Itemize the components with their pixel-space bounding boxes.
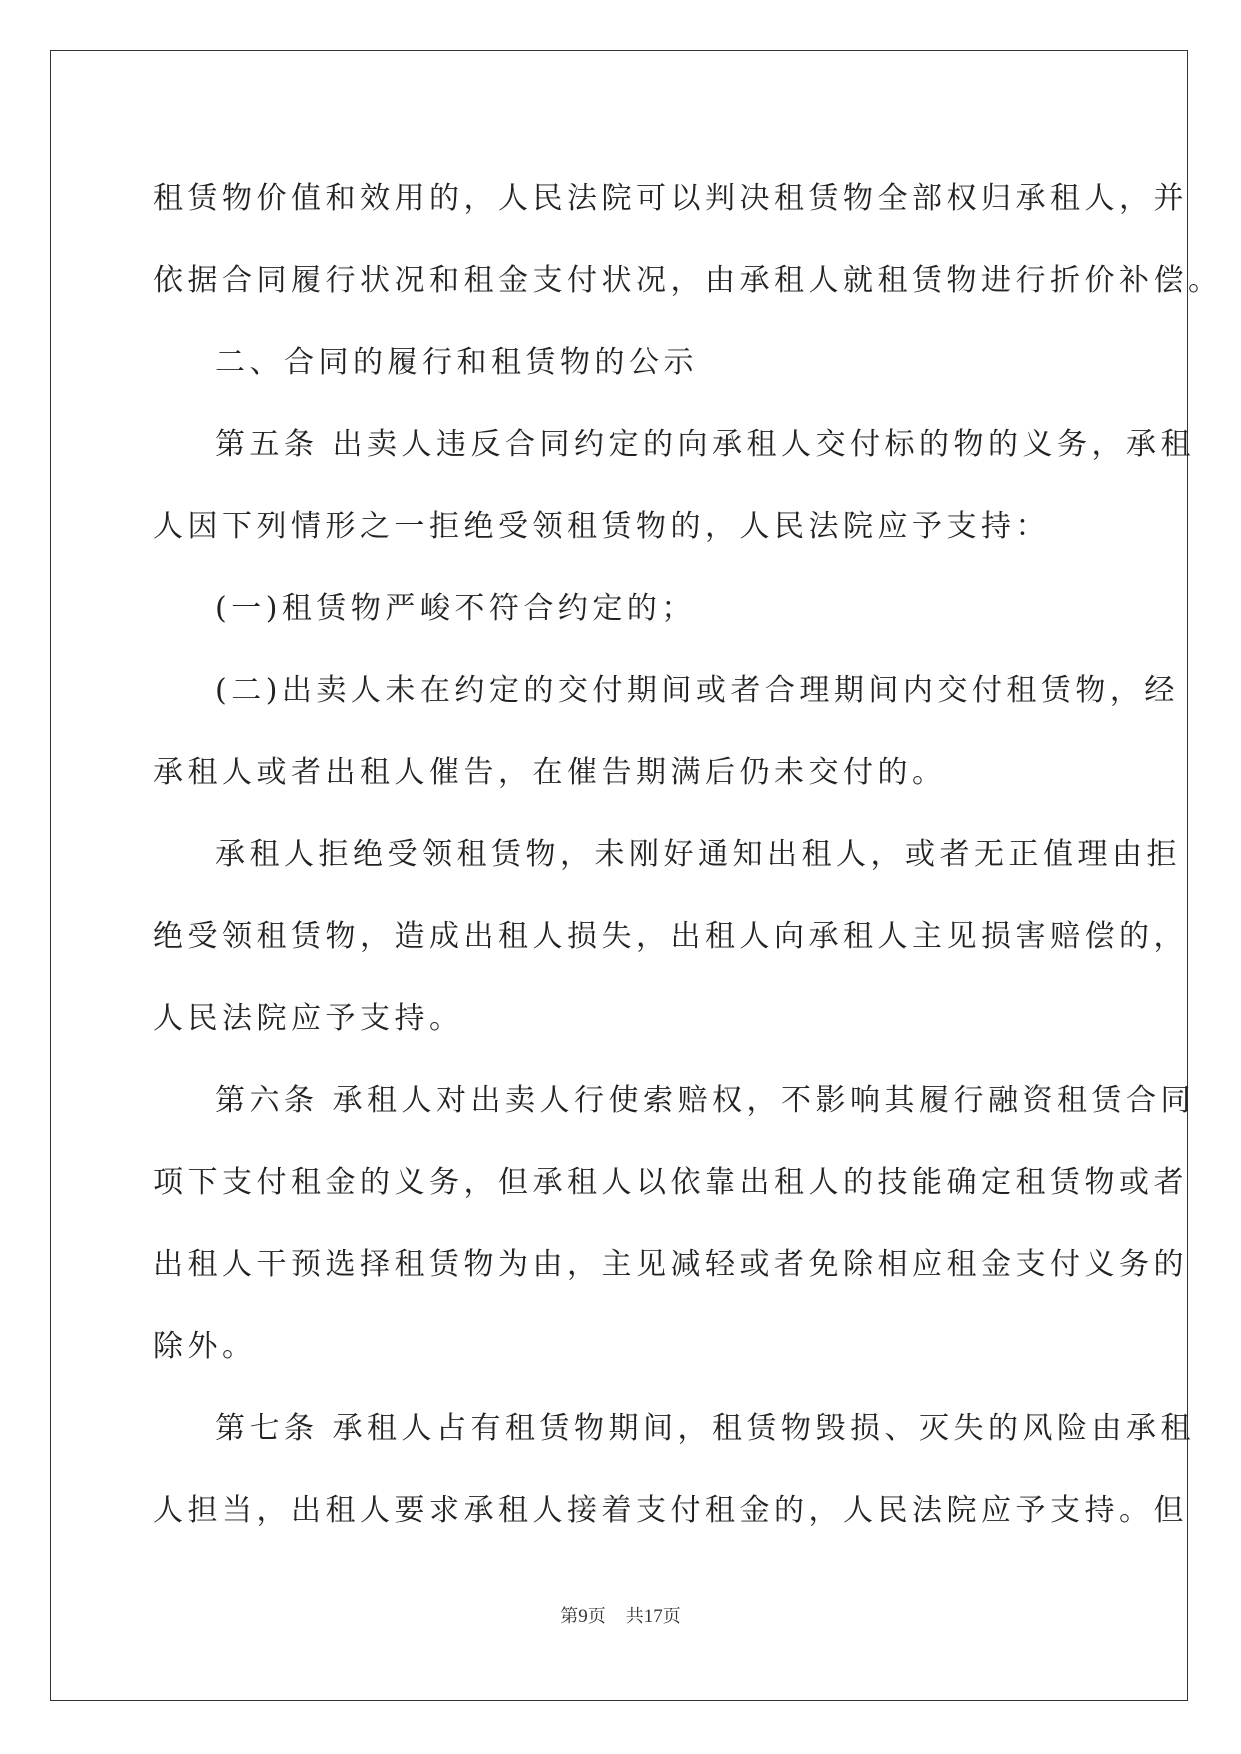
text-line: 人民法院应予支持。 bbox=[153, 1001, 464, 1036]
text-line: (二)出卖人未在约定的交付期间或者合理期间内交付租赁物，经 bbox=[215, 673, 1179, 708]
text-line: 租赁物价值和效用的，人民法院可以判决租赁物全部权归承租人，并 bbox=[153, 181, 1188, 216]
page-prefix: 第 bbox=[560, 1606, 579, 1627]
text-line: 第六条 承租人对出卖人行使索赔权，不影响其履行融资租赁合同 bbox=[215, 1083, 1196, 1118]
text-line: 第七条 承租人占有租赁物期间，租赁物毁损、灭失的风险由承租 bbox=[215, 1411, 1196, 1446]
text-line: 依据合同履行状况和租金支付状况，由承租人就租赁物进行折价补偿。 bbox=[153, 263, 1223, 298]
text-line: (一)租赁物严峻不符合约定的； bbox=[215, 591, 696, 626]
text-line: 承租人拒绝受领租赁物，未刚好通知出租人，或者无正值理由拒 bbox=[215, 837, 1181, 872]
text-line: 人担当，出租人要求承租人接着支付租金的，人民法院应予支持。但 bbox=[153, 1493, 1188, 1528]
text-line: 承租人或者出租人催告，在催告期满后仍未交付的。 bbox=[153, 755, 947, 790]
total-pages: 17 bbox=[643, 1606, 663, 1627]
total-suffix: 页 bbox=[662, 1606, 681, 1627]
text-line: 绝受领租赁物，造成出租人损失，出租人向承租人主见损害赔偿的， bbox=[153, 919, 1188, 954]
text-line: 出租人干预选择租赁物为由，主见减轻或者免除相应租金支付义务的 bbox=[153, 1247, 1188, 1282]
section-heading: 二、合同的履行和租赁物的公示 bbox=[215, 345, 698, 380]
text-line: 第五条 出卖人违反合同约定的向承租人交付标的物的义务，承租 bbox=[215, 427, 1196, 462]
page-footer bbox=[0, 1602, 1241, 1628]
document-body bbox=[153, 158, 1223, 1552]
total-prefix: 共 bbox=[625, 1606, 644, 1627]
page-suffix: 页 bbox=[587, 1606, 606, 1627]
text-line: 项下支付租金的义务，但承租人以依靠出租人的技能确定租赁物或者 bbox=[153, 1165, 1188, 1200]
text-line: 人因下列情形之一拒绝受领租赁物的，人民法院应予支持： bbox=[153, 509, 1050, 544]
page-number: 9 bbox=[578, 1606, 588, 1627]
text-line: 除外。 bbox=[153, 1329, 257, 1364]
